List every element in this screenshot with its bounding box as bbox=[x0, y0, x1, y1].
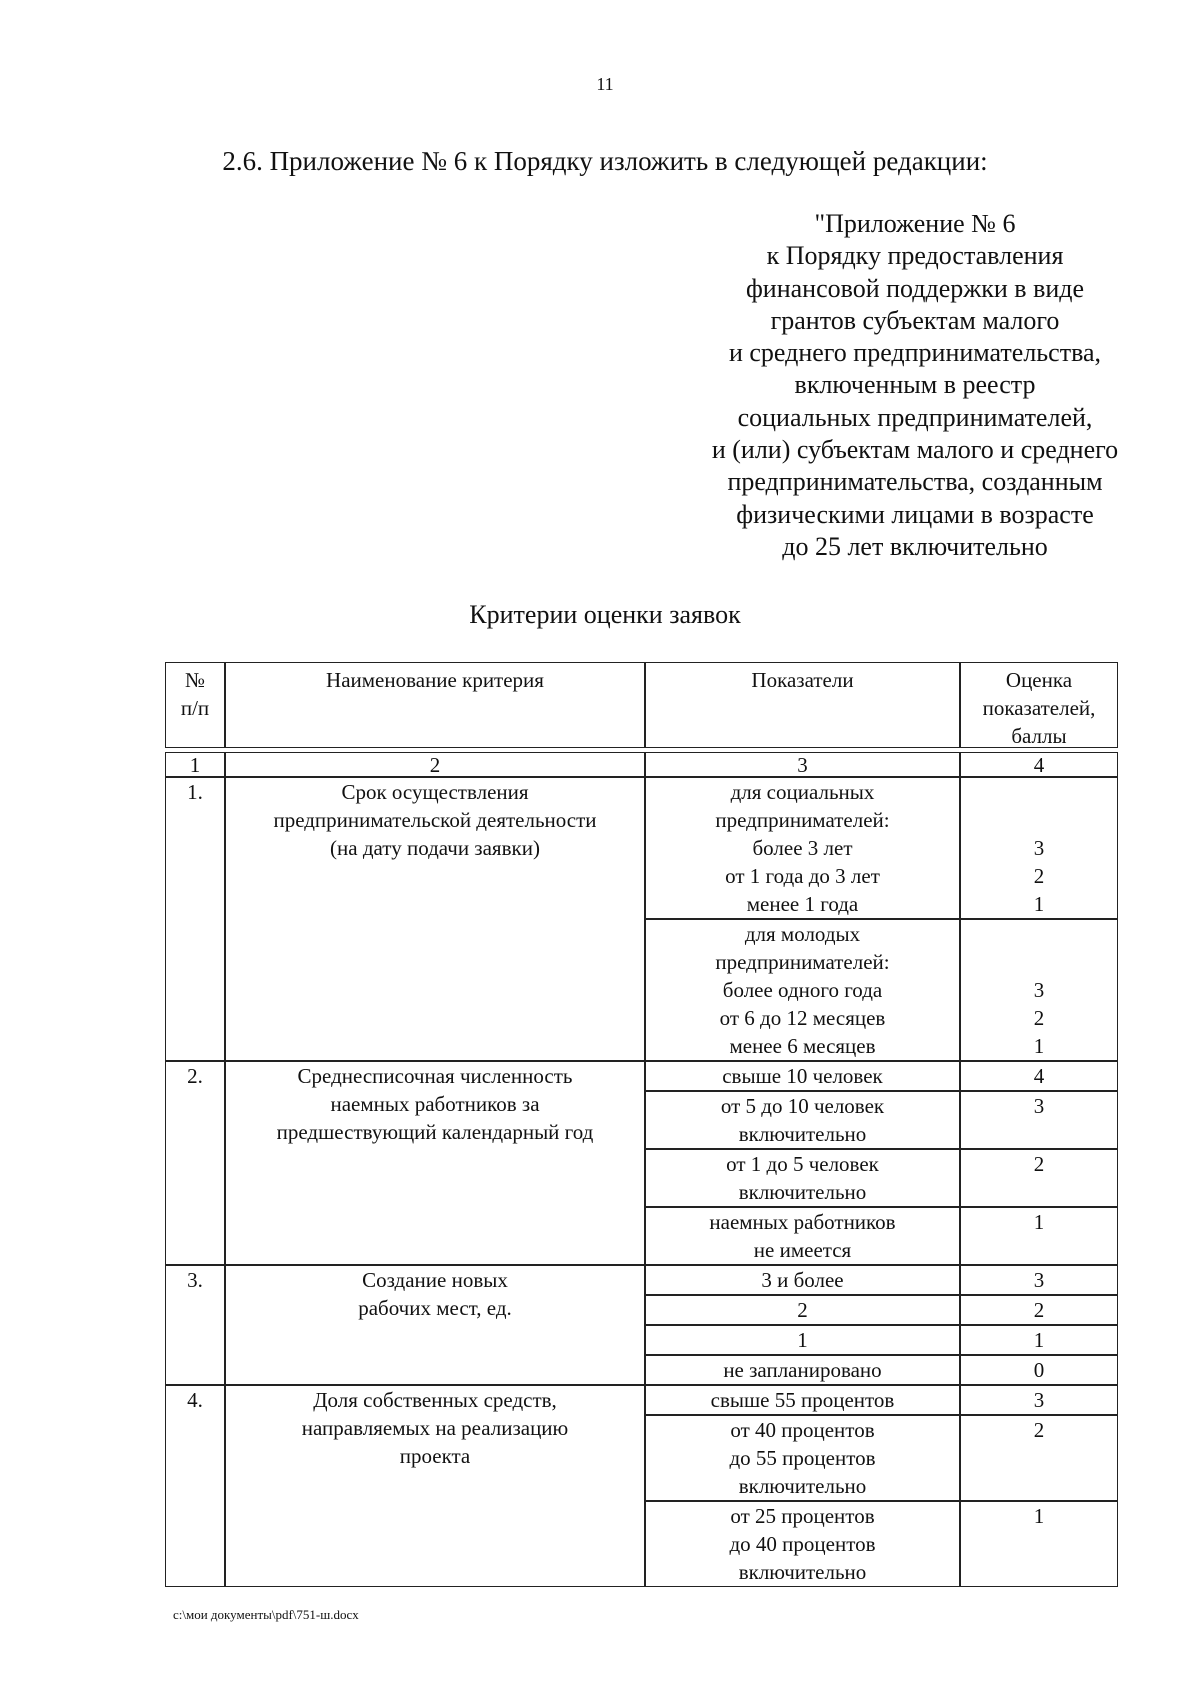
score-cell-line: 3 bbox=[1033, 1094, 1045, 1118]
appendix-line: грантов субъектам малого bbox=[770, 305, 1060, 335]
indicator-cell-line: от 40 процентов bbox=[730, 1418, 875, 1442]
score-cell bbox=[960, 1091, 1118, 1149]
header-score-line: показателей, bbox=[982, 696, 1096, 720]
indicator-cell-line: предпринимателей: bbox=[715, 808, 890, 832]
criterion-number bbox=[165, 1061, 225, 1265]
header-score-line: Оценка bbox=[1005, 668, 1073, 692]
header-score-line: баллы bbox=[1011, 724, 1067, 748]
indicator-cell-line: не имеется bbox=[753, 1238, 852, 1262]
appendix-line: предпринимательства, созданным bbox=[727, 467, 1103, 497]
appendix-line: финансовой поддержки в виде bbox=[745, 273, 1085, 303]
indicator-cell-line: до 40 процентов bbox=[729, 1532, 876, 1556]
score-cell-line: 2 bbox=[1033, 1152, 1045, 1176]
appendix-line: физическими лицами в возрасте bbox=[736, 499, 1094, 529]
appendix-line: до 25 лет включительно bbox=[782, 531, 1048, 561]
score-cell-line: 1 bbox=[1033, 1504, 1045, 1528]
score-cell-line: 1 bbox=[1033, 1328, 1045, 1352]
criterion-name-line: предшествующий календарный год bbox=[276, 1120, 594, 1144]
indicator-cell bbox=[645, 1091, 960, 1149]
indicator-cell-line: для социальных bbox=[730, 780, 875, 804]
criterion-number-line: 2. bbox=[187, 1064, 203, 1088]
criterion-number bbox=[165, 777, 225, 1061]
indicator-cell-line: для молодых bbox=[744, 922, 861, 946]
score-cell-line bbox=[961, 920, 1117, 948]
criterion-name bbox=[225, 1385, 645, 1587]
score-cell bbox=[960, 1325, 1118, 1355]
indicator-cell bbox=[645, 1207, 960, 1265]
header-criterion-name bbox=[225, 662, 645, 748]
criterion-number-line: 4. bbox=[187, 1388, 203, 1412]
indicator-cell-line: от 5 до 10 человек bbox=[720, 1094, 885, 1118]
score-cell-line: 1 bbox=[1033, 1210, 1045, 1234]
header-number-line: № bbox=[184, 668, 206, 692]
indicator-cell-line: включительно bbox=[738, 1560, 867, 1584]
indicator-cell-line: 3 и более bbox=[761, 1268, 844, 1292]
header-indicators bbox=[645, 662, 960, 748]
indicator-cell-line: от 1 года до 3 лет bbox=[725, 864, 880, 888]
criterion-number-line: 1. bbox=[187, 780, 203, 804]
score-cell bbox=[960, 1385, 1118, 1415]
score-cell-line: 2 bbox=[1033, 1298, 1045, 1322]
column-number-cell bbox=[960, 752, 1118, 777]
indicator-cell-line: 2 bbox=[797, 1298, 808, 1322]
header-number-line: п/п bbox=[180, 696, 210, 720]
appendix-line: "Приложение № 6 bbox=[814, 209, 1016, 238]
indicator-cell-line: менее 1 года bbox=[746, 892, 859, 916]
column-number-cell-line: 3 bbox=[797, 753, 808, 777]
score-cell-line bbox=[961, 778, 1117, 806]
criterion-name-line: Создание новых bbox=[362, 1268, 508, 1292]
criterion-name bbox=[225, 1061, 645, 1265]
score-cell bbox=[960, 777, 1118, 919]
score-cell-line bbox=[961, 806, 1117, 834]
score-cell-line: 1 bbox=[1033, 892, 1045, 916]
indicator-cell bbox=[645, 1061, 960, 1091]
indicator-cell bbox=[645, 1415, 960, 1501]
indicator-cell bbox=[645, 1355, 960, 1385]
score-cell-line: 3 bbox=[1033, 978, 1045, 1002]
indicator-cell-line: свыше 10 человек bbox=[722, 1064, 883, 1088]
indicator-cell-line: от 25 процентов bbox=[730, 1504, 875, 1528]
column-number-cell bbox=[225, 752, 645, 777]
indicator-cell-line: включительно bbox=[738, 1474, 867, 1498]
indicator-cell-line: менее 6 месяцев bbox=[729, 1034, 876, 1058]
header-number bbox=[165, 662, 225, 748]
score-cell bbox=[960, 1207, 1118, 1265]
column-number-cell-line: 1 bbox=[189, 753, 201, 777]
criterion-number bbox=[165, 1265, 225, 1385]
score-cell-line: 3 bbox=[1033, 1388, 1045, 1412]
indicator-cell-line: 1 bbox=[797, 1328, 808, 1352]
indicator-cell bbox=[645, 1295, 960, 1325]
appendix-line: включенным в реестр bbox=[794, 370, 1036, 400]
score-cell-line bbox=[961, 948, 1117, 976]
header-criterion-name-line: Наименование критерия bbox=[326, 668, 544, 692]
indicator-cell bbox=[645, 1265, 960, 1295]
column-number-cell-line: 2 bbox=[429, 753, 441, 777]
indicator-cell-line: до 55 процентов bbox=[729, 1446, 876, 1470]
score-cell-line: 2 bbox=[1033, 864, 1045, 888]
indicator-cell-line: от 6 до 12 месяцев bbox=[719, 1006, 886, 1030]
score-cell bbox=[960, 919, 1118, 1061]
score-cell-line: 3 bbox=[1033, 836, 1045, 860]
score-cell bbox=[960, 1295, 1118, 1325]
criterion-number bbox=[165, 1385, 225, 1587]
indicator-cell-line: не запланировано bbox=[723, 1358, 882, 1382]
score-cell bbox=[960, 1355, 1118, 1385]
score-cell bbox=[960, 1501, 1118, 1587]
criterion-name-line: Среднесписочная численность bbox=[297, 1064, 573, 1088]
indicator-cell-line: включительно bbox=[738, 1180, 867, 1204]
header-score bbox=[960, 662, 1118, 748]
indicator-cell-line: от 1 до 5 человек bbox=[726, 1152, 879, 1176]
appendix-line: социальных предпринимателей, bbox=[737, 402, 1093, 432]
criterion-name-line: проекта bbox=[399, 1444, 471, 1468]
criterion-name-line: рабочих мест, ед. bbox=[358, 1296, 512, 1320]
score-cell bbox=[960, 1149, 1118, 1207]
score-cell-line: 4 bbox=[1033, 1064, 1045, 1088]
score-cell bbox=[960, 1061, 1118, 1091]
criterion-name-line: Срок осуществления bbox=[341, 780, 529, 804]
intro-paragraph: 2.6. Приложение № 6 к Порядку изложить в следующей редакции: bbox=[222, 146, 988, 176]
criterion-name-line: (на дату подачи заявки) bbox=[330, 836, 540, 860]
header-indicators-line: Показатели bbox=[751, 668, 854, 692]
criterion-name-line: направляемых на реализацию bbox=[301, 1416, 569, 1440]
column-number-cell bbox=[165, 752, 225, 777]
table-title: Критерии оценки заявок bbox=[469, 600, 741, 629]
page-number: 11 bbox=[596, 74, 614, 94]
criterion-name-line: наемных работников за bbox=[330, 1092, 540, 1116]
criterion-name-line: Доля собственных средств, bbox=[313, 1388, 557, 1412]
indicator-cell bbox=[645, 919, 960, 1061]
appendix-line: и (или) субъектам малого и среднего bbox=[711, 435, 1119, 465]
score-cell bbox=[960, 1265, 1118, 1295]
indicator-cell-line: более одного года bbox=[722, 978, 883, 1002]
criterion-name bbox=[225, 777, 645, 1061]
criterion-name-line: предпринимательской деятельности bbox=[273, 808, 597, 832]
indicator-cell-line: предпринимателей: bbox=[715, 950, 890, 974]
indicator-cell bbox=[645, 1501, 960, 1587]
appendix-line: к Порядку предоставления bbox=[766, 241, 1064, 271]
indicator-cell bbox=[645, 1149, 960, 1207]
indicator-cell bbox=[645, 1385, 960, 1415]
indicator-cell-line: свыше 55 процентов bbox=[710, 1388, 895, 1412]
indicator-cell-line: более 3 лет bbox=[752, 836, 853, 860]
indicator-cell bbox=[645, 1325, 960, 1355]
score-cell-line: 1 bbox=[1033, 1034, 1045, 1058]
score-cell-line: 2 bbox=[1033, 1006, 1045, 1030]
score-cell-line: 0 bbox=[1033, 1358, 1045, 1382]
criterion-number-line: 3. bbox=[187, 1268, 203, 1292]
column-number-cell bbox=[645, 752, 960, 777]
file-path-footer: c:\мои документы\pdf\751-ш.docx bbox=[173, 1607, 359, 1622]
indicator-cell-line: наемных работников bbox=[709, 1210, 896, 1234]
criterion-name bbox=[225, 1265, 645, 1385]
appendix-line: и среднего предпринимательства, bbox=[728, 338, 1102, 368]
score-cell bbox=[960, 1415, 1118, 1501]
column-number-cell-line: 4 bbox=[1033, 753, 1045, 777]
indicator-cell-line: включительно bbox=[738, 1122, 867, 1146]
indicator-cell bbox=[645, 777, 960, 919]
score-cell-line: 2 bbox=[1033, 1418, 1045, 1442]
score-cell-line: 3 bbox=[1033, 1268, 1045, 1292]
